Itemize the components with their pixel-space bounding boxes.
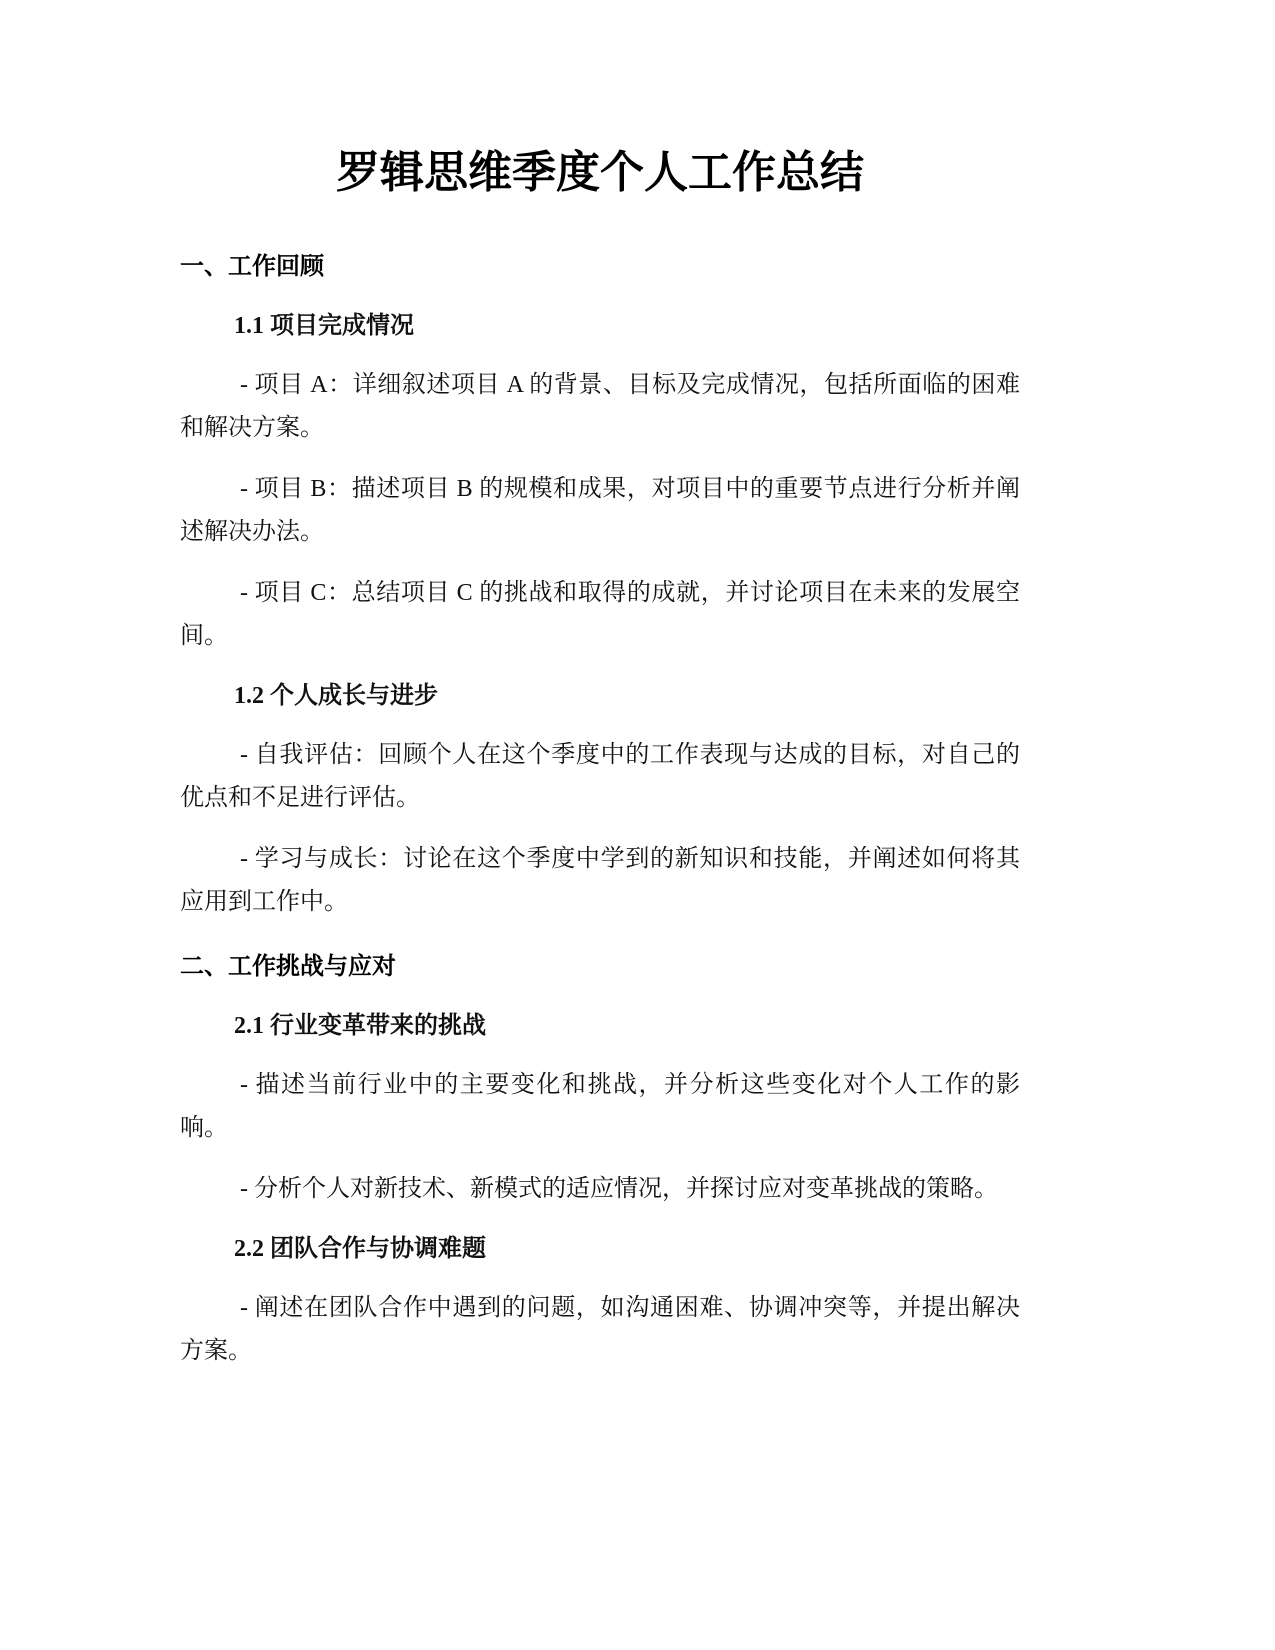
list-item-teamwork-issues: - 阐述在团队合作中遇到的问题，如沟通困难、协调冲突等，并提出解决方案。: [180, 1295, 1020, 1364]
subsection-heading-industry-change: 2.1 行业变革带来的挑战: [234, 1013, 486, 1039]
list-item-self-assessment: - 自我评估：回顾个人在这个季度中的工作表现与达成的目标，对自己的优点和不足进行评估。: [180, 742, 1020, 811]
subsection-heading-personal-growth: 1.2 个人成长与进步: [234, 683, 438, 709]
section-heading-challenges: 二、工作挑战与应对: [180, 952, 396, 980]
list-item-learning-growth: - 学习与成长：讨论在这个季度中学到的新知识和技能，并阐述如何将其应用到工作中。: [180, 846, 1020, 915]
list-item-project-c: - 项目 C：总结项目 C 的挑战和取得的成就，并讨论项目在未来的发展空间。: [180, 580, 1020, 649]
section-heading-work-review: 一、工作回顾: [180, 252, 324, 280]
document-title: 罗辑思维季度个人工作总结: [336, 147, 864, 198]
subsection-heading-project-completion: 1.1 项目完成情况: [234, 313, 414, 339]
list-item-project-b: - 项目 B：描述项目 B 的规模和成果，对项目中的重要节点进行分析并阐述解决办法。: [180, 476, 1020, 545]
list-item-adaptation: - 分析个人对新技术、新模式的适应情况，并探讨应对变革挑战的策略。: [240, 1176, 998, 1202]
list-item-industry-changes: - 描述当前行业中的主要变化和挑战，并分析这些变化对个人工作的影响。: [180, 1072, 1020, 1141]
list-item-project-a: - 项目 A：详细叙述项目 A 的背景、目标及完成情况，包括所面临的困难和解决方案。: [180, 372, 1020, 441]
subsection-heading-teamwork: 2.2 团队合作与协调难题: [234, 1236, 486, 1262]
document-page: [180, 140, 1020, 1373]
